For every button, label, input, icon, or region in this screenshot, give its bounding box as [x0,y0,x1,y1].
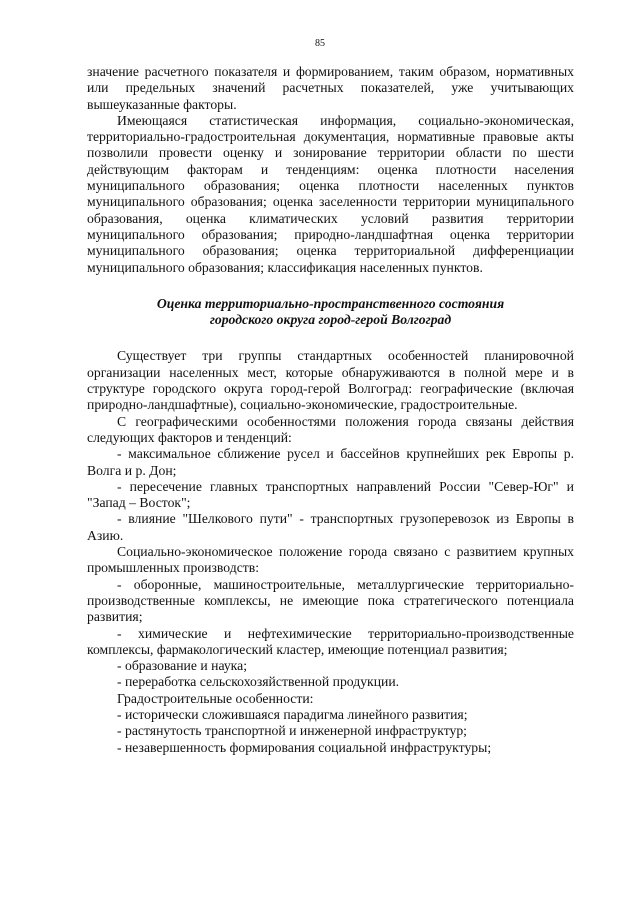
list-item-econ: - химические и нефтехимические территориально-производственные комплексы, фармакологический кластер, имеющие потенциал развития; [87,625,574,657]
section-heading [87,296,574,329]
section-paragraph-3: Социально-экономическое положение города связано с развитием крупных промышленных производств: [87,544,574,576]
intro-paragraph-2: Имеющаяся статистическая информация, социально-экономическая, территориально-градостроительная документация, нормативные правовые акты позволили провести оценку и зонирование территории области по шести действующим факторам и тенденциям: оценка плотности населения муниципального образования; оценка плотности населенных пунктов муниципального образования; оценка заселенности территории муниципального образования, оценка климатических условий развития территории муниципального образования; природно-ландшафтная оценка территории муниципального образования; оценка территориальной дифференциации муниципального образования; классификация населенных пунктов. [87,112,574,275]
list-item-econ: - образование и наука; [117,658,247,674]
spacer [87,328,574,348]
section-paragraph-4: Градостроительные особенности: [117,690,314,706]
list-item-econ: - переработка сельскохозяйственной продукции. [117,674,400,690]
section-paragraph-1: Существует три группы стандартных особенностей планировочной организации населенных мест, которые обнаруживаются в полной мере и в структуре городского округа город-герой Волгоград: географические (включая природно-ландшафтные), социально-экономические, градостроительные. [87,348,574,413]
list-item-urban: - исторически сложившаяся парадигма линейного развития; [117,706,468,722]
list-item-geo: - максимальное сближение русел и бассейнов крупнейших рек Европы р. Волга и р. Дон; [87,446,574,478]
page-number: 85 [315,38,325,49]
text-body [87,64,574,756]
intro-paragraph-1: значение расчетного показателя и формированием, таким образом, нормативных или предельных значений расчетных показателей, уже учитывающих вышеуказанные факторы. [87,64,574,112]
list-item-econ: - оборонные, машиностроительные, металлургические территориально-производственные комплексы, не имеющие пока стратегического потенциала развития; [87,576,574,625]
list-item-urban: - растянутость транспортной и инженерной инфраструктур; [117,723,467,739]
section-heading-line-1: Оценка территориально-пространственного состояния [156,295,505,311]
list-item-geo: - влияние "Шелкового пути" - транспортных грузоперевозок из Европы в Азию. [87,511,574,543]
section-paragraph-2: С географическими особенностями положения города связаны действия следующих факторов и тенденций: [87,413,574,445]
spacer [87,276,574,296]
list-item-geo: - пересечение главных транспортных направлений России "Север-Юг" и "Запад – Восток"; [87,478,574,511]
section-heading-line-2: городского округа город-герой Волгоград [209,312,452,328]
list-item-urban: - незавершенность формирования социальной инфраструктуры; [117,739,492,755]
